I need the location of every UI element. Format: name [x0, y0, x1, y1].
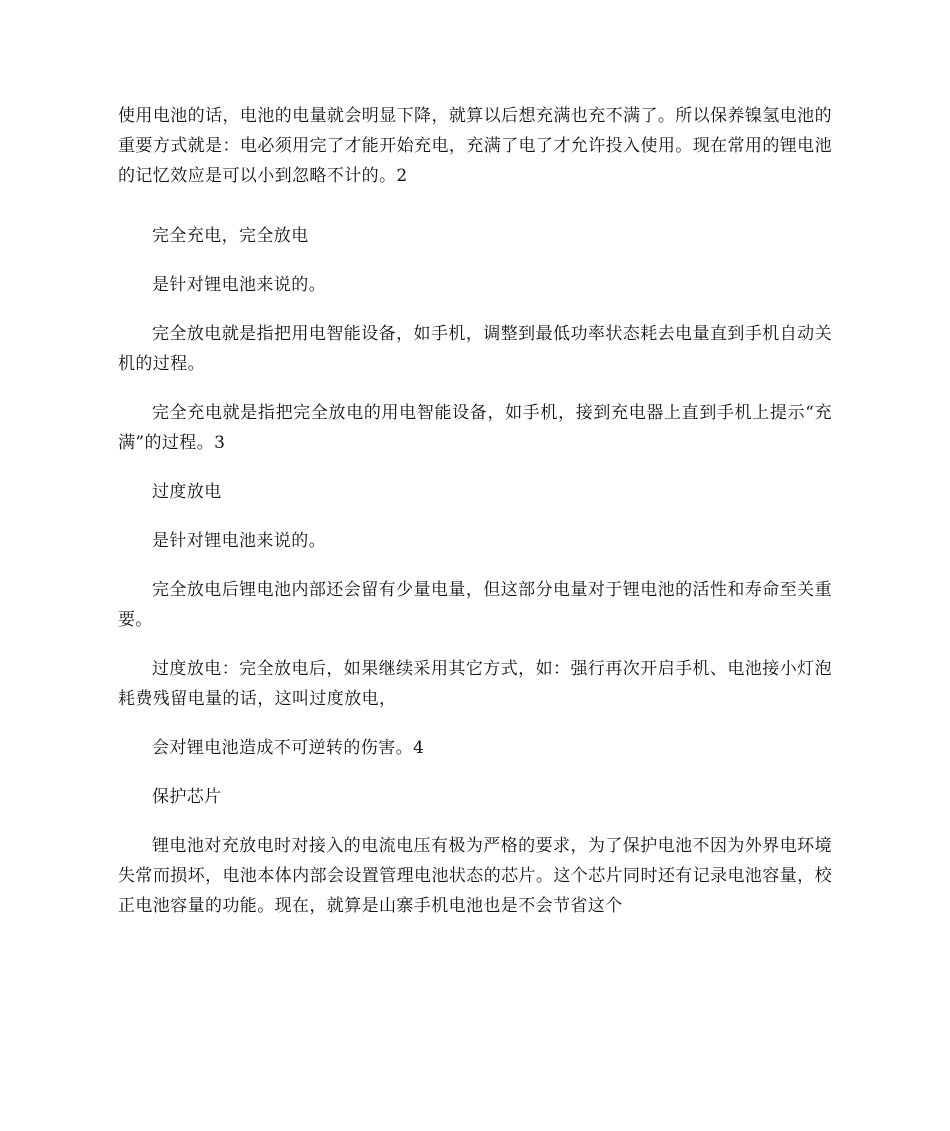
paragraph-lithium-note-2: 是针对锂电池来说的。 — [152, 531, 326, 551]
paragraph-full-discharge: 完全放电就是指把用电智能设备，如手机，调整到最低功率状态耗去电量直到手机自动关机的过程。 — [118, 324, 832, 374]
paragraph-irreversible-damage: 会对锂电池造成不可逆转的伤害。4 — [152, 738, 425, 758]
paragraph-residual-charge: 完全放电后锂电池内部还会留有少量电量，但这部分电量对于锂电池的活性和寿命至关重要。 — [118, 580, 832, 630]
paragraph-over-discharge-definition: 过度放电：完全放电后，如果继续采用其它方式，如：强行再次开启手机、电池接小灯泡耗费残留电量的话，这叫过度放电， — [118, 659, 832, 709]
paragraph-lithium-note-1: 是针对锂电池来说的。 — [152, 275, 326, 295]
paragraph-protection-chip: 锂电池对充放电时对接入的电流电压有极为严格的要求，为了保护电池不因为外界电环境失常而损坏，电池本体内部会设置管理电池状态的芯片。这个芯片同时还有记录电池容量，校正电池容量的功能。现在，就算是山寨手机电池也是不会节省这个 — [118, 836, 832, 916]
paragraph-full-charge: 完全充电就是指把完全放电的用电智能设备，如手机，接到充电器上直到手机上提示“充满”的过程。3 — [118, 403, 832, 453]
heading-full-charge-discharge: 完全充电，完全放电 — [152, 226, 309, 246]
paragraph-memory-effect: 使用电池的话，电池的电量就会明显下降，就算以后想充满也充不满了。所以保养镍氢电池的重要方式就是：电必须用完了才能开始充电，充满了电了才允许投入使用。现在常用的锂电池的记忆效应是可以小到忽略不计的。2 — [118, 106, 832, 186]
heading-over-discharge: 过度放电 — [152, 482, 222, 502]
heading-protection-chip: 保护芯片 — [152, 787, 222, 807]
